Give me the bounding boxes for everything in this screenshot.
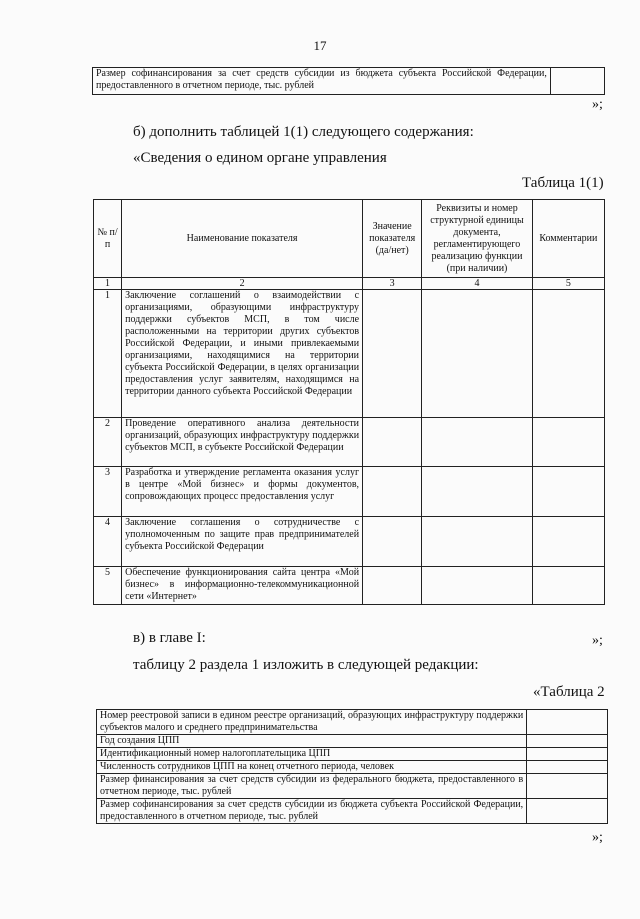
row-indicator: Идентификационный номер налогоплательщика ЦПП — [97, 748, 527, 761]
header-cell: Комментарии — [532, 200, 604, 278]
row-value — [363, 567, 422, 605]
row-value — [363, 418, 422, 467]
header-cell: Значение показателя (да/нет) — [363, 200, 422, 278]
row-indicator: Заключение соглашения о сотрудничестве с уполномоченным по защите прав предпринимателей субъекта Российской Федерации — [122, 517, 363, 567]
table-label: Таблица 1(1) — [522, 175, 604, 191]
row-value — [363, 517, 422, 567]
row-comment — [532, 418, 604, 467]
table-row — [97, 735, 608, 748]
table-2 — [96, 709, 608, 824]
row-indicator: Проведение оперативного анализа деятельности организаций, образующих инфраструктуру поддержки субъектов МСП, в субъекте Российской Федерации — [122, 418, 363, 467]
top-continuation-table — [92, 67, 605, 95]
table-row — [94, 567, 605, 605]
table-2-label: «Таблица 2 — [533, 684, 605, 700]
header-cell: Реквизиты и номер структурной единицы документа, регламентирующего реализацию функции (при наличии) — [422, 200, 532, 278]
table-cell-value — [550, 68, 604, 95]
closing-quote: »; — [592, 97, 603, 112]
row-value — [363, 467, 422, 517]
table-row — [97, 748, 608, 761]
row-number: 1 — [94, 290, 122, 418]
row-comment — [532, 467, 604, 517]
header-cell: Наименование показателя — [122, 200, 363, 278]
column-number: 2 — [122, 278, 363, 290]
row-value — [527, 799, 608, 824]
column-number: 1 — [94, 278, 122, 290]
row-requisites — [422, 418, 532, 467]
row-comment — [532, 517, 604, 567]
section-title: «Сведения о едином органе управления — [133, 150, 387, 166]
table-row — [97, 774, 608, 799]
row-indicator: Заключение соглашений о взаимодействии с организациями, образующими инфраструктуру поддержки субъектов МСП, в том числе расположенными на территории других субъектов Российской Федерации, и иными привлекаемыми организациями, находящимися на территории субъекта Российской Федерации, в целях организации предоставления услуг заявителям, находящимся на территории данного субъекта Российской Федерации — [122, 290, 363, 418]
row-requisites — [422, 567, 532, 605]
table-1-1 — [93, 199, 605, 605]
row-value — [363, 290, 422, 418]
row-value — [527, 735, 608, 748]
row-indicator: Численность сотрудников ЦПП на конец отчетного периода, человек — [97, 761, 527, 774]
table-header-row — [94, 200, 605, 278]
row-indicator: Год создания ЦПП — [97, 735, 527, 748]
row-number: 3 — [94, 467, 122, 517]
column-number-row — [94, 278, 605, 290]
table-row — [97, 710, 608, 735]
table-cell-indicator: Размер софинансирования за счет средств субсидии из бюджета субъекта Российской Федерации, предоставленного в отчетном периоде, тыс. рублей — [93, 68, 551, 95]
table-row — [94, 517, 605, 567]
item-v-instruction: таблицу 2 раздела 1 изложить в следующей редакции: — [133, 657, 479, 673]
row-indicator: Размер финансирования за счет средств субсидии из федерального бюджета, предоставленного в отчетном периоде, тыс. рублей — [97, 774, 527, 799]
header-cell: № п/п — [94, 200, 122, 278]
closing-quote: »; — [592, 633, 603, 648]
row-number: 5 — [94, 567, 122, 605]
column-number: 3 — [363, 278, 422, 290]
row-comment — [532, 567, 604, 605]
column-number: 4 — [422, 278, 532, 290]
item-v-text: в) в главе I: — [133, 630, 206, 646]
closing-quote: »; — [592, 830, 603, 845]
table-row — [97, 761, 608, 774]
row-indicator: Разработка и утверждение регламента оказания услуг в центре «Мой бизнес» и формы документов, сопровождающих процесс предоставления услуг — [122, 467, 363, 517]
row-value — [527, 748, 608, 761]
column-number: 5 — [532, 278, 604, 290]
table-row — [94, 467, 605, 517]
row-value — [527, 710, 608, 735]
row-comment — [532, 290, 604, 418]
table-row — [94, 418, 605, 467]
row-number: 4 — [94, 517, 122, 567]
row-value — [527, 761, 608, 774]
table-row — [97, 799, 608, 824]
row-indicator: Обеспечение функционирования сайта центра «Мой бизнес» в информационно-телекоммуникационной сети «Интернет» — [122, 567, 363, 605]
page-number: 17 — [313, 38, 327, 53]
row-number: 2 — [94, 418, 122, 467]
row-requisites — [422, 467, 532, 517]
row-indicator: Размер софинансирования за счет средств субсидии из бюджета субъекта Российской Федерации, предоставленного в отчетном периоде, тыс. рублей — [97, 799, 527, 824]
table-row — [94, 290, 605, 418]
row-requisites — [422, 290, 532, 418]
row-value — [527, 774, 608, 799]
row-requisites — [422, 517, 532, 567]
row-indicator: Номер реестровой записи в едином реестре организаций, образующих инфраструктуру поддержки субъектов малого и среднего предпринимательства — [97, 710, 527, 735]
item-b-text: б) дополнить таблицей 1(1) следующего содержания: — [133, 124, 474, 140]
